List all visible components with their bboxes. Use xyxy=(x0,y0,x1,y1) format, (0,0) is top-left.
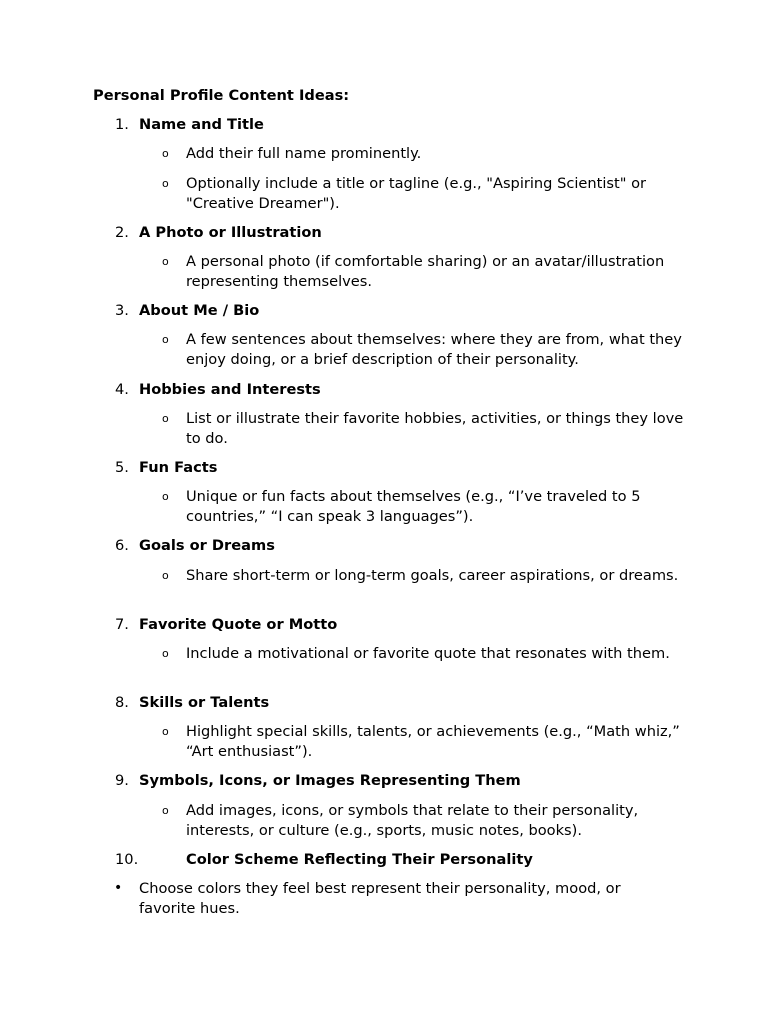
list-item-title: Color Scheme Reflecting Their Personality xyxy=(186,851,533,868)
sub-item-text: Share short-term or long-term goals, career aspirations, or dreams. xyxy=(186,567,679,584)
sub-bullet-marker: o xyxy=(162,412,169,425)
sub-item-text: Add their full name prominently. xyxy=(186,145,422,162)
list-item-number: 3. xyxy=(115,302,129,319)
sub-bullet-marker: o xyxy=(162,333,169,346)
list-item-title: Symbols, Icons, or Images Representing Them xyxy=(139,772,521,789)
sub-item-text: A personal photo (if comfortable sharing) or an avatar/illustration representing themselves. xyxy=(186,253,665,290)
sub-item-text: A few sentences about themselves: where they are from, what they enjoy doing, or a brief description of their personality. xyxy=(186,331,682,368)
document-heading: Personal Profile Content Ideas: xyxy=(93,87,350,104)
list-item-title: Hobbies and Interests xyxy=(139,381,321,398)
sub-bullet-marker: o xyxy=(162,569,169,582)
bullet-item-text: Choose colors they feel best represent their personality, mood, or favorite hues. xyxy=(139,880,621,917)
bullet-marker: • xyxy=(114,880,123,896)
sub-item-text: Add images, icons, or symbols that relate to their personality, interests, or culture (e.g., sports, music notes, books). xyxy=(186,802,639,839)
sub-item-text: List or illustrate their favorite hobbies, activities, or things they love to do. xyxy=(186,410,684,447)
sub-item-text: Unique or fun facts about themselves (e.g., “I’ve traveled to 5 countries,” “I can speak 3 languages”). xyxy=(186,488,641,525)
sub-bullet-marker: o xyxy=(162,177,169,190)
sub-item-text: Include a motivational or favorite quote that resonates with them. xyxy=(186,645,670,662)
list-item-title: A Photo or Illustration xyxy=(139,224,322,241)
list-item-title: About Me / Bio xyxy=(139,302,260,319)
list-item-number: 6. xyxy=(115,537,129,554)
sub-bullet-marker: o xyxy=(162,725,169,738)
sub-bullet-marker: o xyxy=(162,647,169,660)
list-item-number: 5. xyxy=(115,459,129,476)
list-item-number: 10. xyxy=(115,851,139,868)
sub-item-text: Highlight special skills, talents, or achievements (e.g., “Math whiz,” “Art enthusiast”). xyxy=(186,723,680,760)
list-item-number: 2. xyxy=(115,224,129,241)
sub-bullet-marker: o xyxy=(162,255,169,268)
list-item-title: Favorite Quote or Motto xyxy=(139,616,338,633)
sub-bullet-marker: o xyxy=(162,490,169,503)
list-item-number: 8. xyxy=(115,694,129,711)
sub-item-text: Optionally include a title or tagline (e.g., "Aspiring Scientist" or "Creative Dreamer"). xyxy=(186,175,647,212)
list-item-title: Skills or Talents xyxy=(139,694,270,711)
list-item-title: Goals or Dreams xyxy=(139,537,275,554)
sub-bullet-marker: o xyxy=(162,804,169,817)
list-item-title: Fun Facts xyxy=(139,459,218,476)
list-item-number: 1. xyxy=(115,116,129,133)
list-item-number: 4. xyxy=(115,381,129,398)
list-item-number: 9. xyxy=(115,772,129,789)
sub-bullet-marker: o xyxy=(162,147,169,160)
list-item-title: Name and Title xyxy=(139,116,264,133)
list-item-number: 7. xyxy=(115,616,129,633)
